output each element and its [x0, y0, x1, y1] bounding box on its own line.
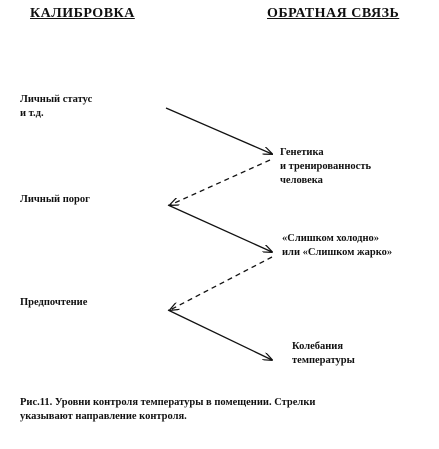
node-genetics-line3: человека — [280, 175, 323, 186]
arrow-genetics-to-threshold — [170, 160, 270, 205]
figure-caption — [20, 396, 380, 424]
header-feedback: ОБРАТНАЯ СВЯЗЬ — [267, 6, 400, 21]
figure-caption-line1: Рис.11. Уровни контроля температуры в помещении. Стрелки — [20, 397, 316, 408]
node-temperature-fluctuations-line2: температуры — [292, 355, 355, 366]
node-too-cold-hot-line1: «Слишком холодно» — [282, 233, 380, 244]
arrow-status-to-genetics — [166, 108, 272, 154]
header-calibration: КАЛИБРОВКА — [30, 6, 135, 21]
node-personal-threshold-line1: Личный порог — [20, 194, 90, 205]
arrow-preference-to-fluctuations — [168, 310, 272, 360]
node-personal-status-line2: и т.д. — [20, 108, 44, 119]
arrow-threshold-to-cold-hot — [168, 205, 272, 252]
node-genetics-line1: Генетика — [280, 147, 324, 158]
arrow-cold-hot-to-preference — [170, 257, 272, 310]
figure-caption-line2: указывают направление контроля. — [20, 411, 187, 422]
node-genetics-line2: и тренированность — [280, 161, 372, 172]
node-personal-status-line1: Личный статус — [20, 94, 93, 105]
node-too-cold-hot-line2: или «Слишком жарко» — [282, 247, 393, 258]
node-temperature-fluctuations-line1: Колебания — [292, 341, 344, 352]
node-preference-line1: Предпочтение — [20, 297, 88, 308]
